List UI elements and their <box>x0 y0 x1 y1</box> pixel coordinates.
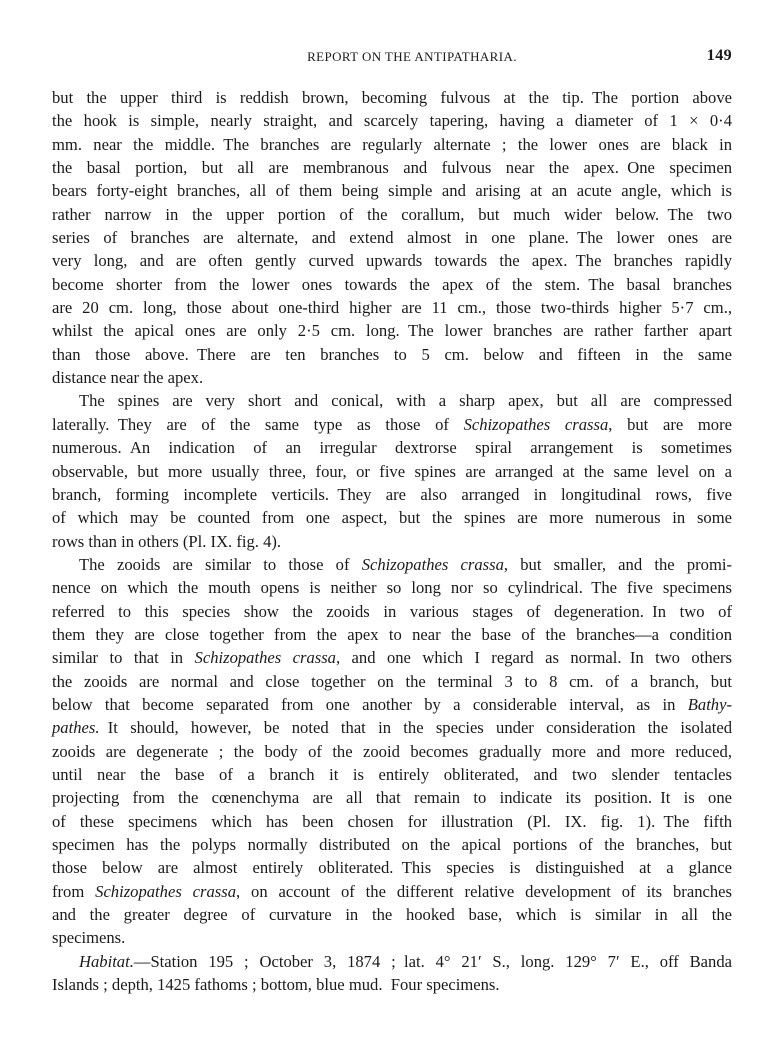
text-line: The spines are very short and conical, with a sharp apex, but all are compressed <box>79 391 732 411</box>
text-line: bears forty-eight branches, all of them being simple and arising at an acute angle, which is <box>52 181 732 201</box>
text-line: projecting from the cœnenchyma are all that remain to indicate its position. It is one <box>52 788 732 808</box>
text-line: the hook is simple, nearly straight, and scarcely tapering, having a diameter of 1 × 0·4 <box>52 111 732 131</box>
text-line: laterally. They are of the same type as those of Schizopathes crassa, but are more <box>52 414 732 434</box>
text-line: the basal portion, but all are membranous and fulvous near the apex. One specimen <box>52 158 732 178</box>
text-line: series of branches are alternate, and extend almost in one plane. The lower ones are <box>52 228 732 248</box>
text-line: those below are almost entirely obliterated. This species is distinguished at a glance <box>52 858 732 878</box>
text-line: numerous. An indication of an irregular dextrorse spiral arrangement is sometimes <box>52 438 732 458</box>
running-title: REPORT ON THE ANTIPATHARIA. <box>307 49 517 64</box>
text-line: zooids are degenerate ; the body of the zooid becomes gradually more and more reduced, <box>52 741 732 761</box>
text-line: mm. near the middle. The branches are regularly alternate ; the lower ones are black in <box>52 134 732 154</box>
text-line: specimen has the polyps normally distributed on the apical portions of the branches, but <box>52 835 732 854</box>
text-line: whilst the apical ones are only 2·5 cm. long. The lower branches are rather farther apart <box>52 321 732 341</box>
text-line: Habitat.—Station 195 ; October 3, 1874 ; lat. 4° 21′ S., long. 129° 7′ E., off Banda <box>79 951 732 971</box>
text-line: are 20 cm. long, those about one-third higher are 11 cm., those two-thirds higher 5·7 cm., <box>52 298 732 318</box>
italic-term: Schizopathes crassa <box>194 648 336 668</box>
text-line: the zooids are normal and close together on the terminal 3 to 8 cm. of a branch, but <box>52 671 732 691</box>
text-line: branch, forming incomplete verticils. They are also arranged in longitudinal rows, five <box>52 484 732 504</box>
text-line: until near the base of a branch it is entirely obliterated, and two slender tentacles <box>52 764 732 784</box>
text-line: of which may be counted from one aspect, but the spines are more numerous in some <box>52 508 732 528</box>
text-line: specimens. <box>52 928 126 948</box>
italic-term: pathes. <box>52 718 100 738</box>
text-line: and the greater degree of curvature in the hooked base, which is similar in all the <box>52 905 732 925</box>
text-line: referred to this species show the zooids in various stages of degeneration. In two of <box>52 601 732 621</box>
text-line: nence on which the mouth opens is neither so long nor so cylindrical. The five specimens <box>52 578 732 598</box>
text-line: pathes. It should, however, be noted that in the species under consideration the isolated <box>52 718 732 738</box>
paragraph-branch-description <box>52 86 732 389</box>
page-number: 149 <box>706 47 732 64</box>
text-line: Islands ; depth, 1425 fathoms ; bottom, blue mud. Four specimens. <box>52 975 500 995</box>
text-line: The zooids are similar to those of Schizopathes crassa, but smaller, and the promi- <box>79 554 732 574</box>
text-line: rather narrow in the upper portion of the corallum, but much wider below. The two <box>52 204 732 224</box>
body-text <box>52 86 732 996</box>
text-line: from Schizopathes crassa, on account of the different relative development of its branches <box>52 881 732 901</box>
text-line: similar to that in Schizopathes crassa, and one which I regard as normal. In two others <box>52 648 732 668</box>
text-line: observable, but more usually three, four, or five spines are arranged at the same level on a <box>52 461 732 481</box>
text-line: distance near the apex. <box>52 368 204 388</box>
text-line: become shorter from the lower ones towards the apex of the stem. The basal branches <box>52 274 732 294</box>
text-line: very long, and are often gently curved upwards towards the apex. The branches rapidly <box>52 251 732 271</box>
page-header <box>52 47 732 69</box>
italic-term: Schizopathes crassa <box>95 881 236 901</box>
paragraph-habitat <box>52 950 732 997</box>
italic-term: Schizopathes crassa <box>361 554 504 574</box>
text-line: below that become separated from one another by a considerable interval, as in Bathy- <box>52 694 732 714</box>
text-line: them they are close together from the apex to near the base of the branches—a condition <box>52 624 732 644</box>
paragraph-zooids-description <box>52 553 732 950</box>
text-line: rows than in others (Pl. IX. fig. 4). <box>52 531 282 551</box>
italic-term: Schizopathes crassa <box>463 414 609 434</box>
italic-term: Habitat. <box>79 951 134 971</box>
paragraph-spines-description <box>52 389 732 552</box>
text-line: but the upper third is reddish brown, becoming fulvous at the tip. The portion above <box>52 88 732 107</box>
text-line: of these specimens which has been chosen for illustration (Pl. IX. fig. 1). The fifth <box>52 811 732 831</box>
italic-term: Bathy- <box>687 694 732 714</box>
text-line: than those above. There are ten branches to 5 cm. below and fifteen in the same <box>52 344 732 364</box>
